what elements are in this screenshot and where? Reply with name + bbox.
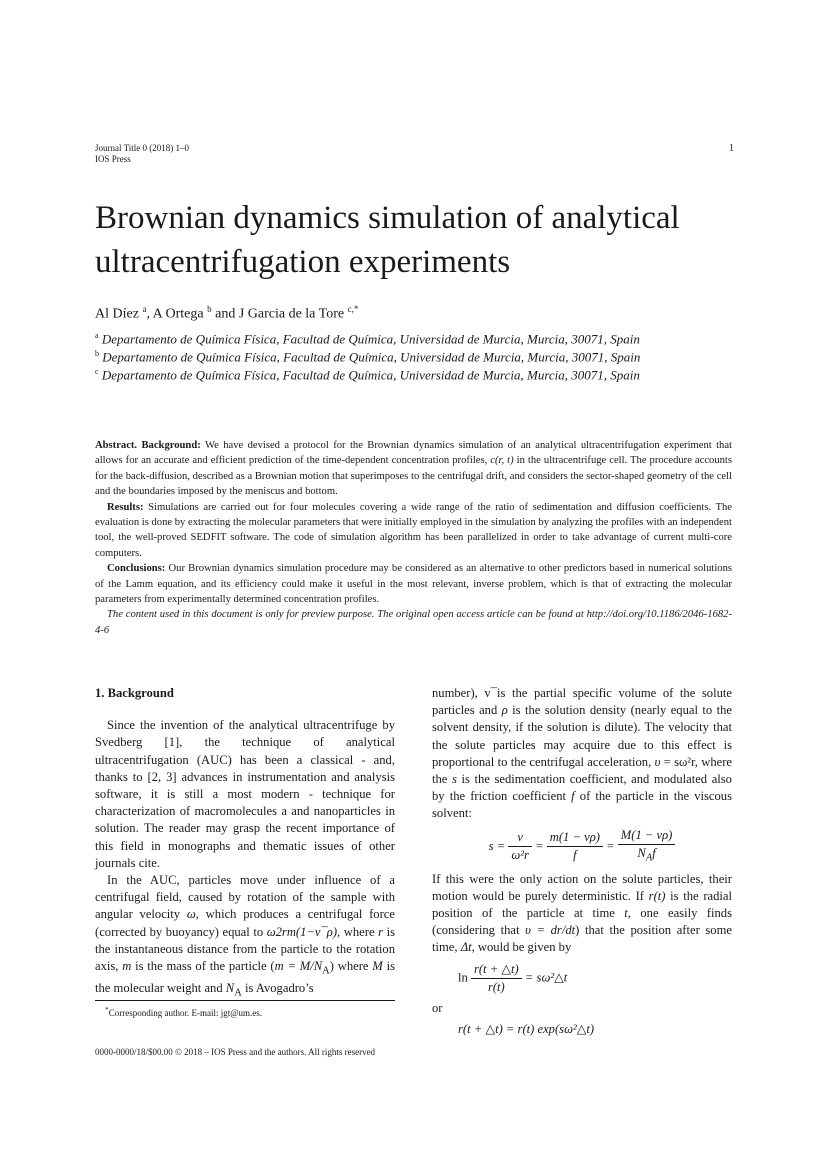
- math-inline: N: [225, 980, 235, 995]
- author-affil-mark: b: [207, 304, 212, 314]
- numerator: m(1 − vρ): [547, 829, 603, 847]
- left-column: [95, 685, 395, 1001]
- math-inline: r(t): [648, 888, 666, 903]
- equals-sign: =: [535, 838, 544, 853]
- affiliation-text: Departamento de Química Física, Facultad de Química, Universidad de Murcia, Murcia, 30071, Spain: [101, 367, 640, 383]
- paper-title: Brownian dynamics simulation of analytical ultracentrifugation experiments: [95, 200, 680, 280]
- math-inline: υ: [654, 754, 661, 769]
- math-inline: ρ: [501, 703, 508, 718]
- denominator: f: [573, 848, 577, 863]
- math-inline: m = M/N: [274, 959, 323, 974]
- denominator-symbol: N: [637, 845, 646, 860]
- math-inline: f: [571, 789, 575, 804]
- author-separator: ,: [146, 306, 153, 322]
- results-label: Results:: [107, 501, 144, 513]
- math-inline: c(r, t): [490, 455, 514, 467]
- body-text: is the sedimentation coefficient, and modulated also by the friction coefficient: [432, 772, 732, 804]
- abstract-text: in the ultracentrifuge cell. The procedure accounts for the back-diffusion, described as a Brownian motion that superimposes to the centrifugal drift, and considers the sector-shaped geometry of the cell and the boundaries imposed by the meniscus and bottom.: [95, 455, 732, 498]
- math-subscript: A: [645, 852, 653, 864]
- body-text: is the radial position of the particle at time: [432, 888, 732, 920]
- body-text: is the molecular weight and: [95, 959, 395, 995]
- author-name: A Ortega: [152, 306, 204, 322]
- body-text: ) where: [329, 959, 373, 974]
- math-inline: ω: [186, 907, 196, 922]
- body-text: number), v¯is the partial specific volume of the solute particles and: [432, 686, 732, 718]
- body-text: , where: [337, 924, 379, 939]
- affiliation-mark: c: [95, 367, 99, 376]
- numerator: ν: [508, 829, 532, 847]
- body-text: ) that the position after some time,: [432, 923, 732, 955]
- math-inline: s: [452, 772, 457, 787]
- page-number: 1: [729, 143, 734, 154]
- body-text: is the solution density (nearly equal to the solvent density, if the solution is dilute). The velocity that the solute particles may acquire due to this effect is proportional to the centrifugal acceleration,: [432, 703, 733, 769]
- numerator: M(1 − vρ): [618, 827, 676, 845]
- conclusions-label: Conclusions:: [107, 563, 166, 575]
- body-text: of the particle in the viscous solvent:: [432, 789, 732, 821]
- author-name: Al Díez: [95, 306, 139, 322]
- footnote: [105, 1005, 262, 1018]
- body-text: or: [432, 1000, 443, 1015]
- equation-rhs: = sω²△t: [524, 970, 568, 985]
- author-name: J Garcia de la Tore: [238, 306, 345, 322]
- footnote-rule: [95, 1000, 395, 1001]
- math-subscript: A: [322, 965, 330, 977]
- author-affil-mark: c,*: [347, 304, 359, 314]
- body-text: is Avogadro’s: [241, 980, 314, 995]
- abstract-label: Abstract.: [95, 440, 138, 451]
- abstract-results: [95, 500, 732, 562]
- body-text: , would be given by: [471, 940, 572, 955]
- log-operator: ln: [458, 970, 468, 985]
- affiliation-text: Departamento de Química Física, Facultad de Química, Universidad de Murcia, Murcia, 30071, Spain: [102, 349, 641, 365]
- math-inline: Δt: [460, 940, 472, 955]
- fraction: [547, 829, 603, 864]
- copyright-line: 0000-0000/18/$00.00 © 2018 – IOS Press and the authors. All rights reserved: [95, 1047, 376, 1057]
- body-paragraph: [432, 871, 732, 957]
- equation-log-ratio: [432, 961, 732, 996]
- body-text: If this were the only action on the solute particles, their motion would be purely deterministic. If: [432, 871, 732, 903]
- footnote-text: Corresponding author. E-mail: jgt@um.es.: [108, 1008, 263, 1018]
- math-subscript: A: [234, 987, 242, 999]
- body-text: is the mass of the particle (: [131, 959, 275, 974]
- abstract-text: We have devised a protocol for the Brownian dynamics simulation of an analytical ultracentrifugation experiment that allows for an accurate and efficient prediction of the time-dependent concentration profiles,: [95, 440, 732, 467]
- denominator: ω²r: [511, 848, 529, 863]
- section-heading: 1. Background: [95, 686, 174, 700]
- math-inline: r: [378, 924, 384, 939]
- author-list: [95, 304, 358, 323]
- equation-sedimentation: [432, 827, 732, 867]
- math-inline: M: [372, 959, 383, 974]
- affiliation-text: Departamento de Química Física, Facultad de Química, Universidad de Murcia, Murcia, 30071, Spain: [101, 331, 640, 347]
- math-inline: υ = dr/dt: [525, 923, 576, 938]
- body-text: = sω²r, where the: [432, 754, 732, 787]
- preview-note-text: The content used in this document is only for preview purpose. The original open access article can be found at http://doi.org/10.1186/2046-1682-4-6: [95, 609, 732, 636]
- fraction: [471, 961, 522, 996]
- body-text: , one easily finds (considering that: [432, 905, 732, 938]
- math-inline: t: [624, 905, 628, 920]
- equals-sign: =: [606, 838, 615, 853]
- body-text: In the AUC, particles move under influence of a centrifugal field, caused by rotation of the sample with angular velocity: [95, 873, 395, 922]
- body-text: , which produces a centrifugal force (corrected by buoyancy) equal to: [95, 907, 395, 939]
- affiliation-mark: b: [95, 349, 99, 358]
- abstract-text: Our Brownian dynamics simulation procedure may be considered as an alternative to other predictors based in numerical solutions of the Lamm equation, and its efficiency could make it useful in the most relevant, inverse problem, which is that of extracting the molecular parameters from experimentally determined concentration profiles.: [95, 563, 733, 606]
- affiliation-mark: a: [95, 331, 99, 340]
- abstract-text: Simulations are carried out for four molecules covering a wide range of the ratio of sedimentation and diffusion coefficients. The evaluation is done by extracting the molecular parameters that were initially employed in the simulation by analyzing the profiles with an independent tool, the well-proved SEDFIT software. The code of simulation algorithm has been parallelized in order to take advantage of current multi-core computers.: [95, 501, 732, 559]
- body-paragraph: Since the invention of the analytical ultracentrifuge by Svedberg [1], the technique of analytical ultracentrifugation (AUC) has been a classical - and, thanks to [2, 3] advances in instrumentation and analysis software, it is still a most modern - technique for characterization of macromolecules a and nanoparticles in solution. The reader may grasp the recent importance of this field in monographs and thematic issues of other journals cite.: [95, 718, 395, 870]
- abstract-background: [95, 438, 732, 500]
- journal-title: Journal Title 0 (2018) 1–0: [95, 143, 190, 153]
- fraction: [618, 827, 676, 867]
- right-column: [432, 685, 732, 1042]
- equation-lhs: s =: [488, 838, 506, 853]
- abstract: [95, 438, 732, 638]
- denominator: [618, 845, 676, 867]
- background-label: Background:: [141, 440, 201, 451]
- fraction: [508, 829, 532, 864]
- equation-exponential: r(t + △t) = r(t) exp(sω²△t): [458, 1022, 595, 1037]
- denominator-symbol: f: [652, 845, 656, 860]
- numerator: r(t + △t): [471, 961, 522, 979]
- preview-note: [95, 607, 732, 638]
- affiliation: [95, 363, 745, 384]
- author-separator: and: [211, 306, 239, 322]
- body-paragraph: [95, 872, 395, 1001]
- denominator: r(t): [487, 979, 505, 994]
- author-affil-mark: a: [142, 304, 147, 314]
- publisher: IOS Press: [95, 154, 131, 164]
- body-paragraph: [432, 685, 732, 823]
- math-inline: ω2rm(1−v¯ρ): [266, 924, 338, 939]
- abstract-conclusions: [95, 561, 732, 607]
- math-inline: m: [122, 959, 132, 974]
- footnote-mark: *: [105, 1005, 109, 1014]
- body-text: is the instantaneous distance from the particle to the rotation axis,: [95, 924, 395, 974]
- journal-info: [95, 143, 189, 165]
